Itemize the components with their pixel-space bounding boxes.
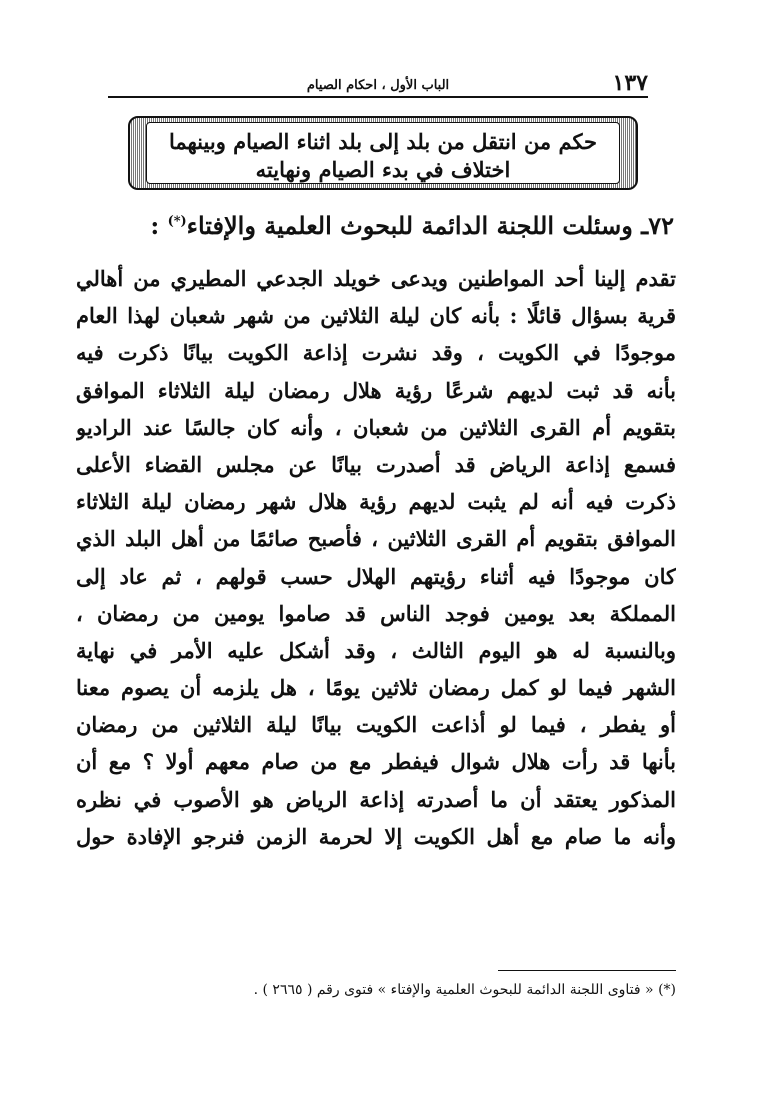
body-text <box>76 260 676 855</box>
body-line: وأنه ما صام مع أهل الكويت إلا لحرمة الزمن فنرجو الإفادة حول <box>76 823 676 849</box>
section-title-line-2: اختلاف في بدء الصيام ونهايته <box>255 157 511 182</box>
body-line: ذكرت فيه أنه لم يثبت لديهم رؤية هلال شهر رمضان ليلة الثلاثاء <box>76 489 676 515</box>
body-line: كان موجودًا فيه أثناء رؤيتهم الهلال حسب قولهم ، ثم عاد إلى <box>76 563 676 589</box>
body-line: موجودًا في الكويت ، وقد نشرت إذاعة الكويت بيانًا ذكرت فيه <box>76 340 676 366</box>
page-number: ١٣٧ <box>612 70 648 96</box>
body-line: تقدم إلينا أحد المواطنين ويدعى خويلد الجدعي المطيري من أهالي <box>76 266 676 291</box>
body-line: الموافق بتقويم أم القرى الثلاثين ، فأصبح صائمًا من أهل البلد الذي <box>76 526 676 552</box>
body-line: المملكة بعد يومين فوجد الناس قد صاموا يومين من رمضان ، <box>76 600 676 626</box>
body-line: المذكور يعتقد أن ما أصدرته إذاعة الرياض هو الأصوب في نظره <box>76 786 676 812</box>
chapter-title: الباب الأول ، احكام الصيام <box>306 78 450 93</box>
section-title-frame <box>128 116 638 190</box>
body-line: بتقويم أم القرى الثلاثين من شعبان ، وأنه كان جالسًا عند الراديو <box>76 414 676 440</box>
body-line: بأنه قد ثبت لديهم شرعًا رؤية هلال رمضان ليلة الثلاثاء الموافق <box>76 377 676 403</box>
footnote-separator <box>498 970 676 971</box>
footnote: (*) « فتاوى اللجنة الدائمة للبحوث العلمية والإفتاء » فتوى رقم ( ٢٦٦٥ ) . <box>253 982 676 998</box>
footnote-reference: (*) <box>167 214 187 229</box>
body-line: قرية بسؤال قائلًا : بأنه كان ليلة الثلاثين من شهر شعبان لهذا العام <box>76 303 676 329</box>
body-line: فسمع إذاعة الرياض قد أصدرت بيانًا عن مجلس القضاء الأعلى <box>76 451 676 477</box>
section-title-line-1: حكم من انتقل من بلد إلى بلد اثناء الصيام وبينهما <box>168 129 598 154</box>
question-heading-text: ٧٢ـ وسئلت اللجنة الدائمة للبحوث العلمية والإفتاء <box>186 211 674 240</box>
body-line: أو يفطر ، فيما لو أذاعت الكويت بيانًا ليلة الثلاثين من رمضان <box>76 712 676 738</box>
body-line: الشهر فيما لو كمل رمضان ثلاثين يومًا ، هل يلزمه أن يصوم معنا <box>76 675 676 701</box>
question-heading <box>74 211 674 240</box>
body-line: بأنها قد رأت هلال شوال فيفطر مع من صام معهم أولا ؟ مع أن <box>76 749 676 775</box>
running-header <box>108 66 648 98</box>
question-heading-colon: : <box>150 211 168 240</box>
section-title-box <box>146 122 620 184</box>
body-line: وبالنسبة له هو اليوم الثالث ، وقد أشكل عليه الأمر في نهاية <box>76 637 676 663</box>
